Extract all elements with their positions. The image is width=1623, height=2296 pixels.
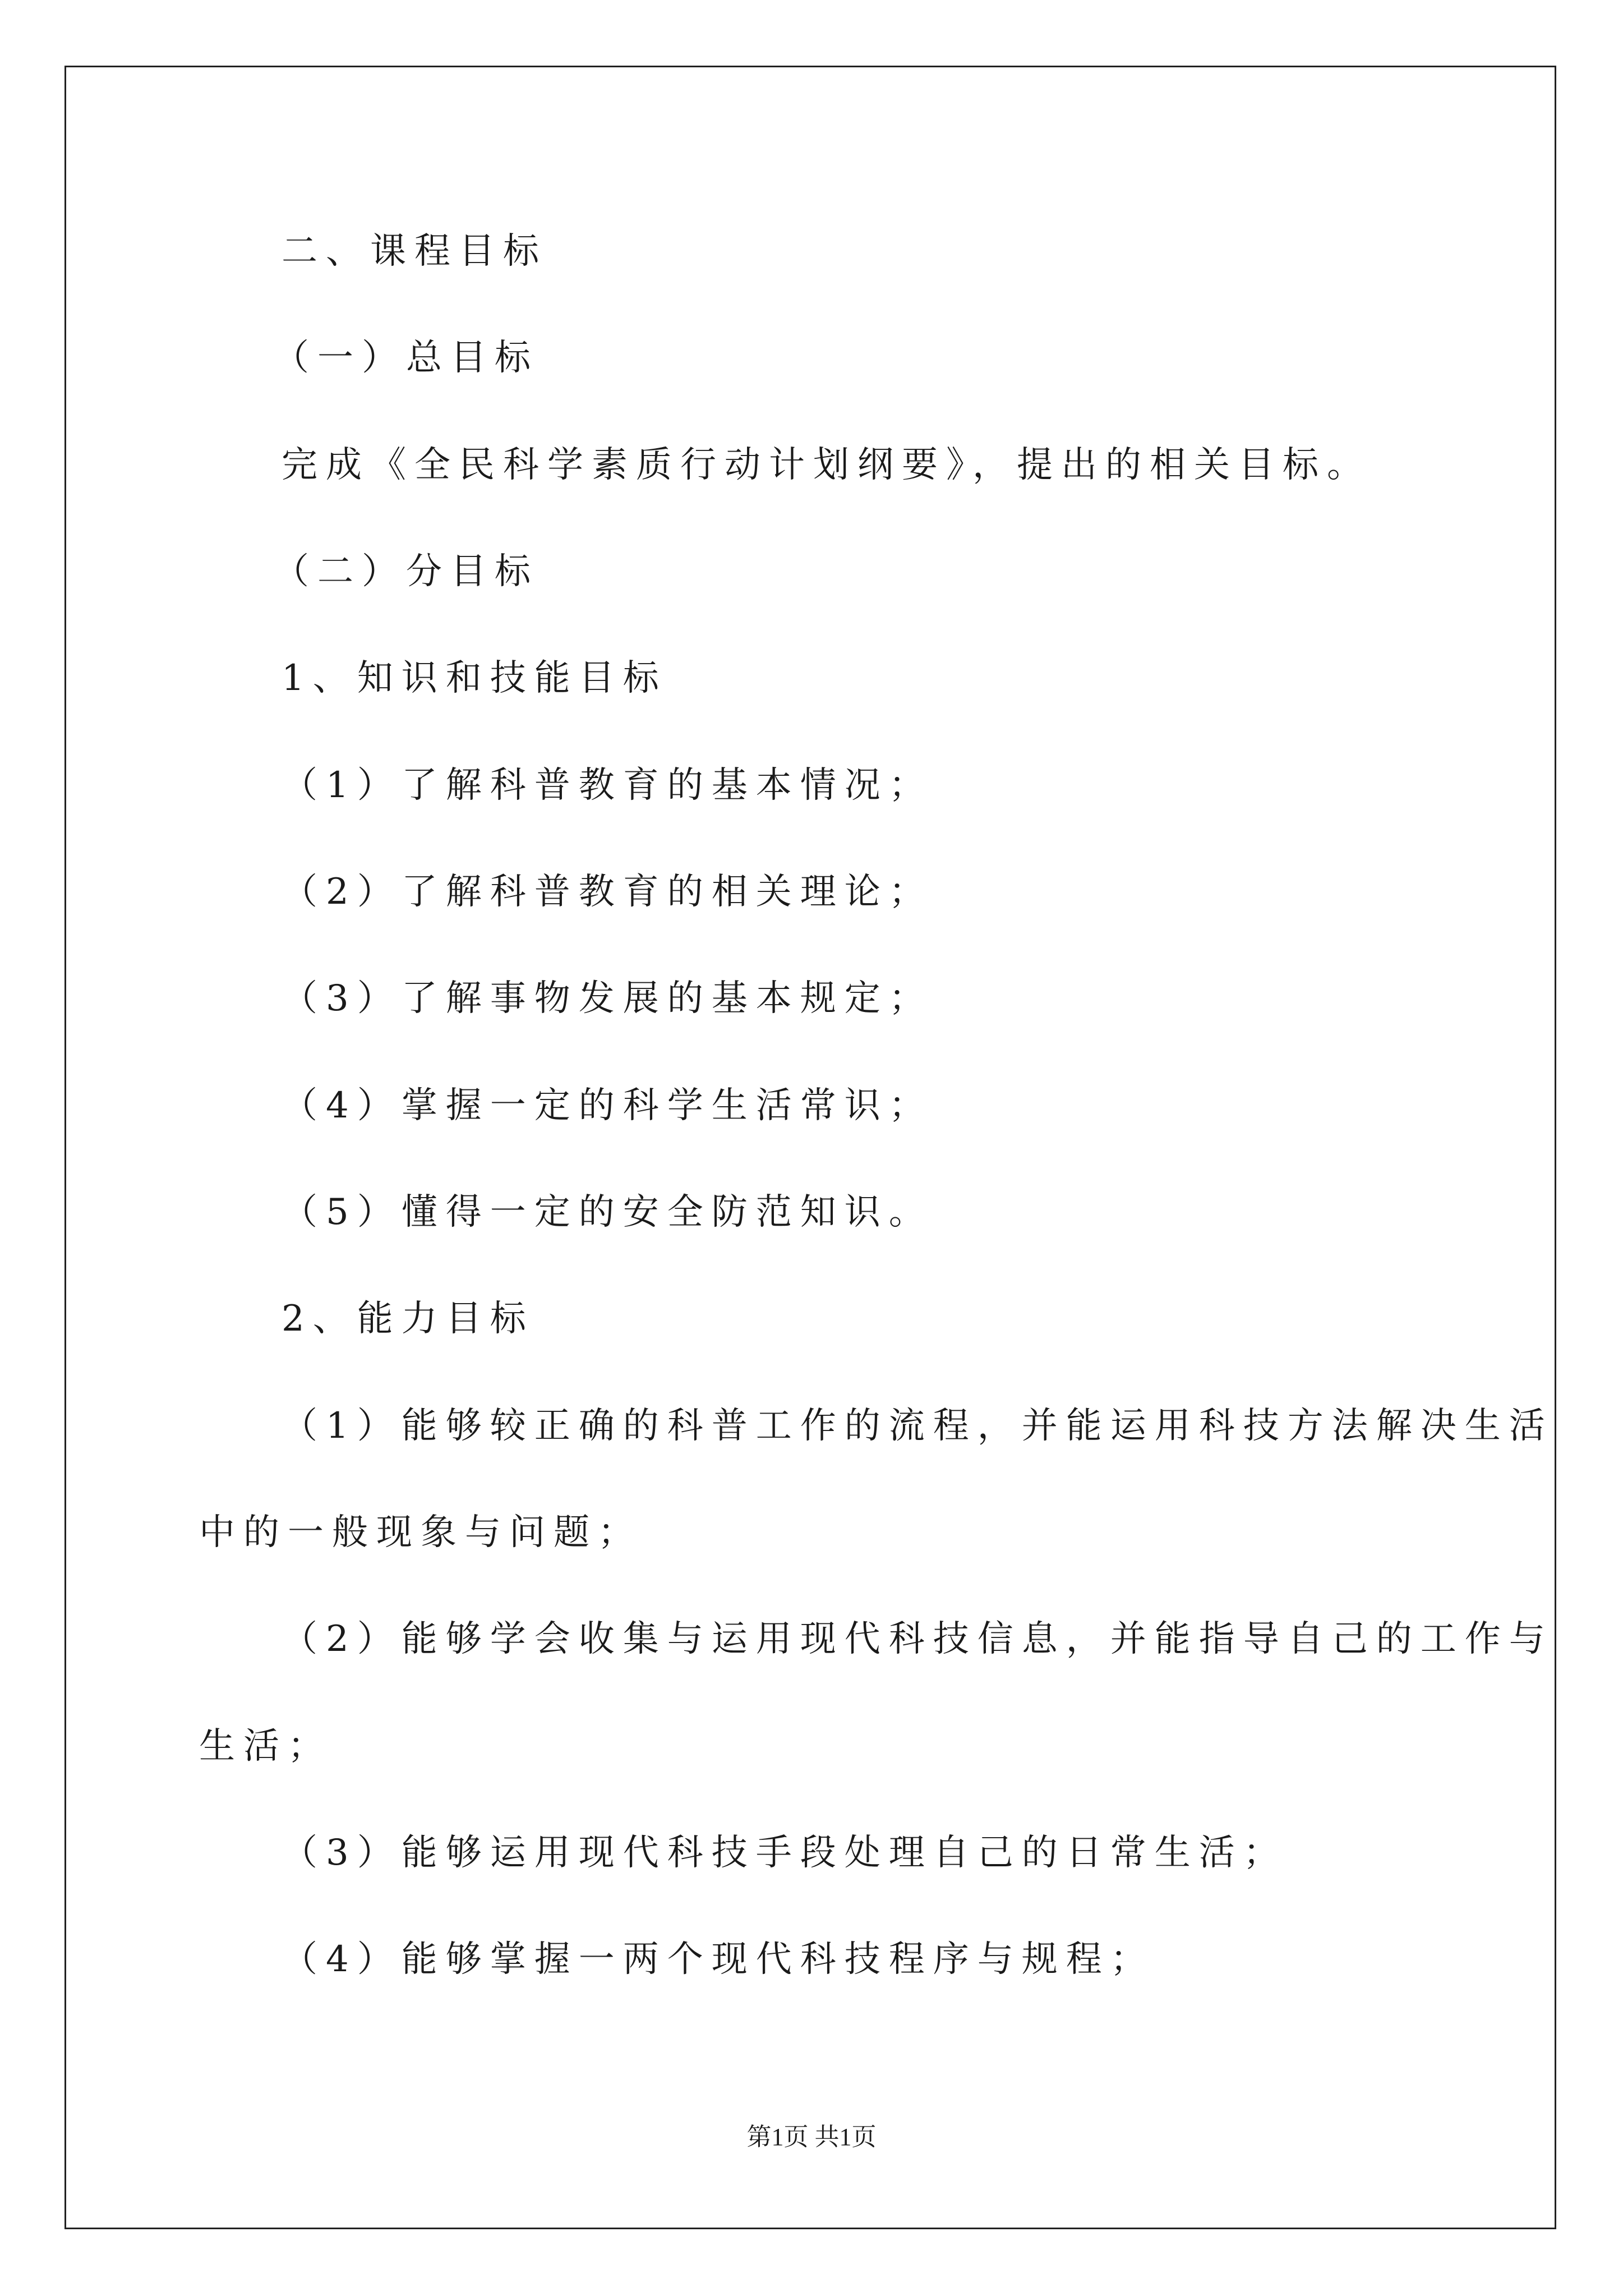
- list-item-continuation: 生活；: [199, 1726, 332, 1767]
- list-item-continuation: 中的一般现象与问题；: [199, 1512, 642, 1553]
- section-heading: 二、课程目标: [282, 231, 547, 272]
- list-item: （5）懂得一定的安全防范知识。: [282, 1191, 933, 1233]
- list-heading-ability: 2、能力目标: [282, 1298, 534, 1340]
- subsection-heading-general-goal: （一）总目标: [273, 337, 539, 379]
- list-item: （3）能够运用现代科技手段处理自己的日常生活；: [282, 1832, 1288, 1874]
- list-item: （4）掌握一定的科学生活常识；: [282, 1085, 933, 1126]
- list-heading-knowledge: 1、知识和技能目标: [282, 657, 667, 699]
- page-border: [64, 66, 1556, 2229]
- list-item: （4）能够掌握一两个现代科技程序与规程；: [282, 1939, 1155, 1980]
- list-item: （2）能够学会收集与运用现代科技信息，并能指导自己的工作与: [282, 1618, 1553, 1660]
- page-number-footer: 第1页 共1页: [746, 2123, 877, 2151]
- subsection-heading-sub-goals: （二）分目标: [273, 551, 539, 592]
- list-item: （1）了解科普教育的基本情况；: [282, 765, 933, 806]
- paragraph: 完成《全民科学素质行动计划纲要》，提出的相关目标。: [282, 444, 1371, 486]
- list-item: （2）了解科普教育的相关理论；: [282, 871, 933, 913]
- list-item: （1）能够较正确的科普工作的流程，并能运用科技方法解决生活: [282, 1405, 1553, 1447]
- list-item: （3）了解事物发展的基本规定；: [282, 978, 933, 1019]
